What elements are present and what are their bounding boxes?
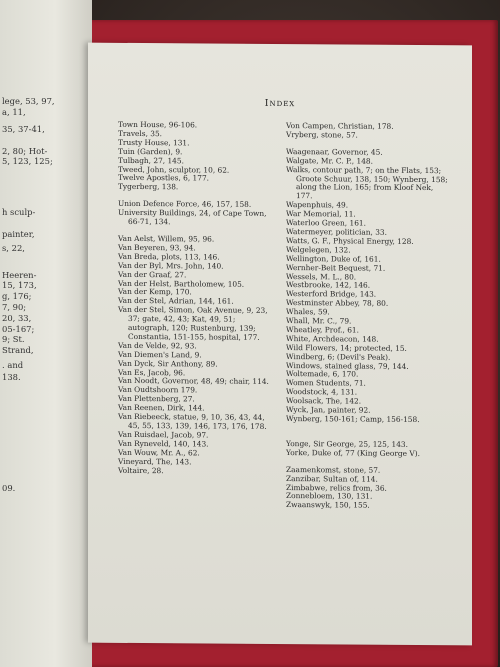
left-page-fragment: 2, 80; Hot-: [2, 146, 48, 156]
index-column-left: [118, 121, 276, 477]
index-entry: Yorke, Duke of, 77 (King George V).: [286, 447, 420, 458]
index-entry: Wapenphuis, 49.: [286, 200, 349, 210]
index-entry: Van Diemen's Land, 9.: [118, 349, 202, 360]
index-entry: Yonge, Sir George, 25, 125, 143.: [286, 438, 408, 449]
left-page-fragment: Heeren-: [2, 270, 37, 280]
index-entry: Whall, Mr. C., 79.: [286, 316, 352, 326]
left-page: [0, 0, 92, 667]
index-entry: Union Defence Force, 46, 157, 158.: [118, 199, 252, 210]
index-entry: Zaamenkomst, stone, 57.: [286, 464, 381, 475]
index-entry: Wheatley, Prof., 61.: [286, 324, 359, 335]
left-page-fragment: . and: [2, 360, 24, 370]
index-page: [88, 43, 472, 646]
index-column-right: [286, 122, 450, 511]
index-entry: Van Ryneveld, 140, 143.: [118, 438, 209, 449]
left-page-fragment: 35, 37-41,: [2, 124, 45, 134]
index-entry: Van der Stel, Adrian, 144, 161.: [118, 296, 234, 306]
index-entry: Town House, 96-106.: [118, 119, 198, 130]
index-entry: Van Beyeren, 93, 94.: [118, 242, 196, 253]
left-page-fragment: lege, 53, 97,: [2, 96, 55, 106]
index-entry: Wyck, Jan, painter, 92.: [286, 405, 371, 415]
left-page-fragment: 09.: [2, 483, 16, 493]
left-page-fragment: g, 176;: [2, 291, 32, 301]
left-page-fragment: 5, 123, 125;: [2, 156, 53, 166]
index-entry: Van Oudtshoorn 179.: [118, 385, 198, 395]
index-entry: War Memorial, 11.: [286, 209, 356, 219]
index-entry: Van Aelst, Willem, 95, 96.: [118, 233, 215, 244]
index-entry: Whales, 59.: [286, 307, 330, 317]
index-entry: Zimbabwe, relics from, 36.: [286, 482, 387, 493]
index-entry: Wessels, M. L., 80.: [286, 271, 357, 282]
left-page-fragment: painter,: [2, 229, 35, 239]
index-entry: Van Reenen, Dirk, 144.: [118, 403, 205, 413]
index-entry: Zanzibar, Sultan of, 114.: [286, 473, 378, 484]
index-entry: Van Es, Jacob, 96.: [118, 367, 186, 377]
index-entry: Van der Byl, Mrs. John, 140.: [118, 260, 224, 271]
index-entry: Van der Helst, Bartholomew, 105.: [118, 278, 245, 289]
index-entry: Twelve Apostles, 6, 177.: [118, 173, 209, 183]
page-title: Index: [264, 97, 296, 110]
index-entry: Wild Flowers, 14; protected, 15.: [286, 342, 407, 353]
index-entry: Van der Kemp, 170.: [118, 287, 192, 297]
index-entry: Westerford Bridge, 143.: [286, 289, 377, 299]
index-entry: Trusty House, 131.: [118, 137, 190, 148]
index-entry: Tuin (Garden), 9.: [118, 146, 183, 157]
index-entry: Van der Graaf, 27.: [118, 269, 187, 279]
index-entry: Walgate, Mr. C. P., 148.: [286, 155, 373, 166]
left-page-fragment: a, 11,: [2, 107, 26, 117]
index-entry: Zwaanswyk, 150, 155.: [286, 500, 370, 510]
left-page-fragment: Strand,: [2, 345, 34, 355]
index-entry: Woolsack, The, 142.: [286, 396, 362, 406]
index-entry: Wynberg, 150-161; Camp, 156-158.: [286, 414, 420, 424]
index-entry: Woltemade, 6, 170.: [286, 369, 359, 380]
index-entry: Women Students, 71.: [286, 378, 366, 388]
index-entry: Waagenaar, Governor, 45.: [286, 146, 383, 157]
index-entry: Westminster Abbey, 78, 80.: [286, 298, 389, 308]
index-entry: Wernher-Beit Bequest, 71.: [286, 262, 386, 273]
index-entry: Van der Stel, Simon, Oak Avenue, 9, 23, 37; gate, 42, 43; Kat, 49, 51; autograph, 120; Rustenburg, 139; Constantia, 151-155, hospital, 177.: [118, 305, 268, 342]
left-page-fragment: 9; St.: [2, 334, 25, 344]
index-entry: Welgelegen, 132.: [286, 244, 351, 255]
index-entry: Van Noodt, Governor, 48, 49; chair, 114.: [118, 376, 269, 387]
index-entry: Van de Velde, 92, 93.: [118, 340, 197, 351]
index-entry: Watermeyer, politician, 33.: [286, 227, 387, 237]
index-entry: Tygerberg, 138.: [118, 182, 179, 192]
index-entry: Walks, contour path, 7; on the Flats, 153; Groote Schuur, 138, 150; Wynberg, 158; along the Lion, 165; from Kloof Nek, 177.: [286, 164, 448, 201]
left-page-fragment: h sculp-: [2, 207, 36, 217]
index-entry: Woodstock, 4, 131.: [286, 387, 358, 397]
left-page-fragment: 7, 90;: [2, 302, 27, 312]
left-page-fragment: 20, 33,: [2, 313, 32, 323]
index-entry: Van Ruisdael, Jacob, 97.: [118, 429, 209, 440]
left-page-fragment: 138.: [2, 372, 21, 382]
index-entry: Vryberg, stone, 57.: [286, 129, 358, 140]
left-page-fragment: s, 22,: [2, 243, 25, 253]
index-entry: Voltaire, 28.: [118, 465, 164, 475]
index-entry: Zonnebloem, 130, 131.: [286, 491, 373, 502]
index-entry: Van Riebeeck, statue, 9, 10, 36, 43, 44, 45, 55, 133, 139, 146, 173, 176, 178.: [118, 411, 267, 431]
index-entry: Watts, G. F., Physical Energy, 128.: [286, 235, 414, 246]
left-page-fragment: 15, 173,: [2, 280, 37, 290]
index-entry: Von Campen, Christian, 178.: [286, 121, 394, 131]
index-entry: Windows, stained glass, 79, 144.: [286, 360, 409, 371]
index-entry: White, Archdeacon, 148.: [286, 333, 379, 344]
index-entry: Van Plettenberg, 27.: [118, 394, 195, 404]
index-entry: Travels, 35.: [118, 128, 163, 139]
index-entry: Tulbagh, 27, 145.: [118, 155, 184, 165]
index-entry: Van Dyck, Sir Anthony, 89.: [118, 358, 218, 369]
left-page-fragment: 05-167;: [2, 324, 35, 334]
index-entry: Windberg, 6; (Devil's Peak).: [286, 351, 391, 362]
index-entry: Van Wouw, Mr. A., 62.: [118, 447, 200, 458]
index-entry: University Buildings, 24, of Cape Town, 66-71, 134.: [118, 208, 267, 227]
index-entry: Wellington, Duke of, 161.: [286, 253, 381, 264]
index-entry: Vineyard, The, 143.: [118, 456, 192, 467]
index-entry: Tweed, John, sculptor, 10, 62.: [118, 164, 230, 175]
index-entry: Waterloo Green, 161.: [286, 218, 366, 228]
index-entry: Westbrooke, 142, 146.: [286, 280, 371, 291]
index-entry: Van Breda, plots, 113, 146.: [118, 251, 220, 262]
